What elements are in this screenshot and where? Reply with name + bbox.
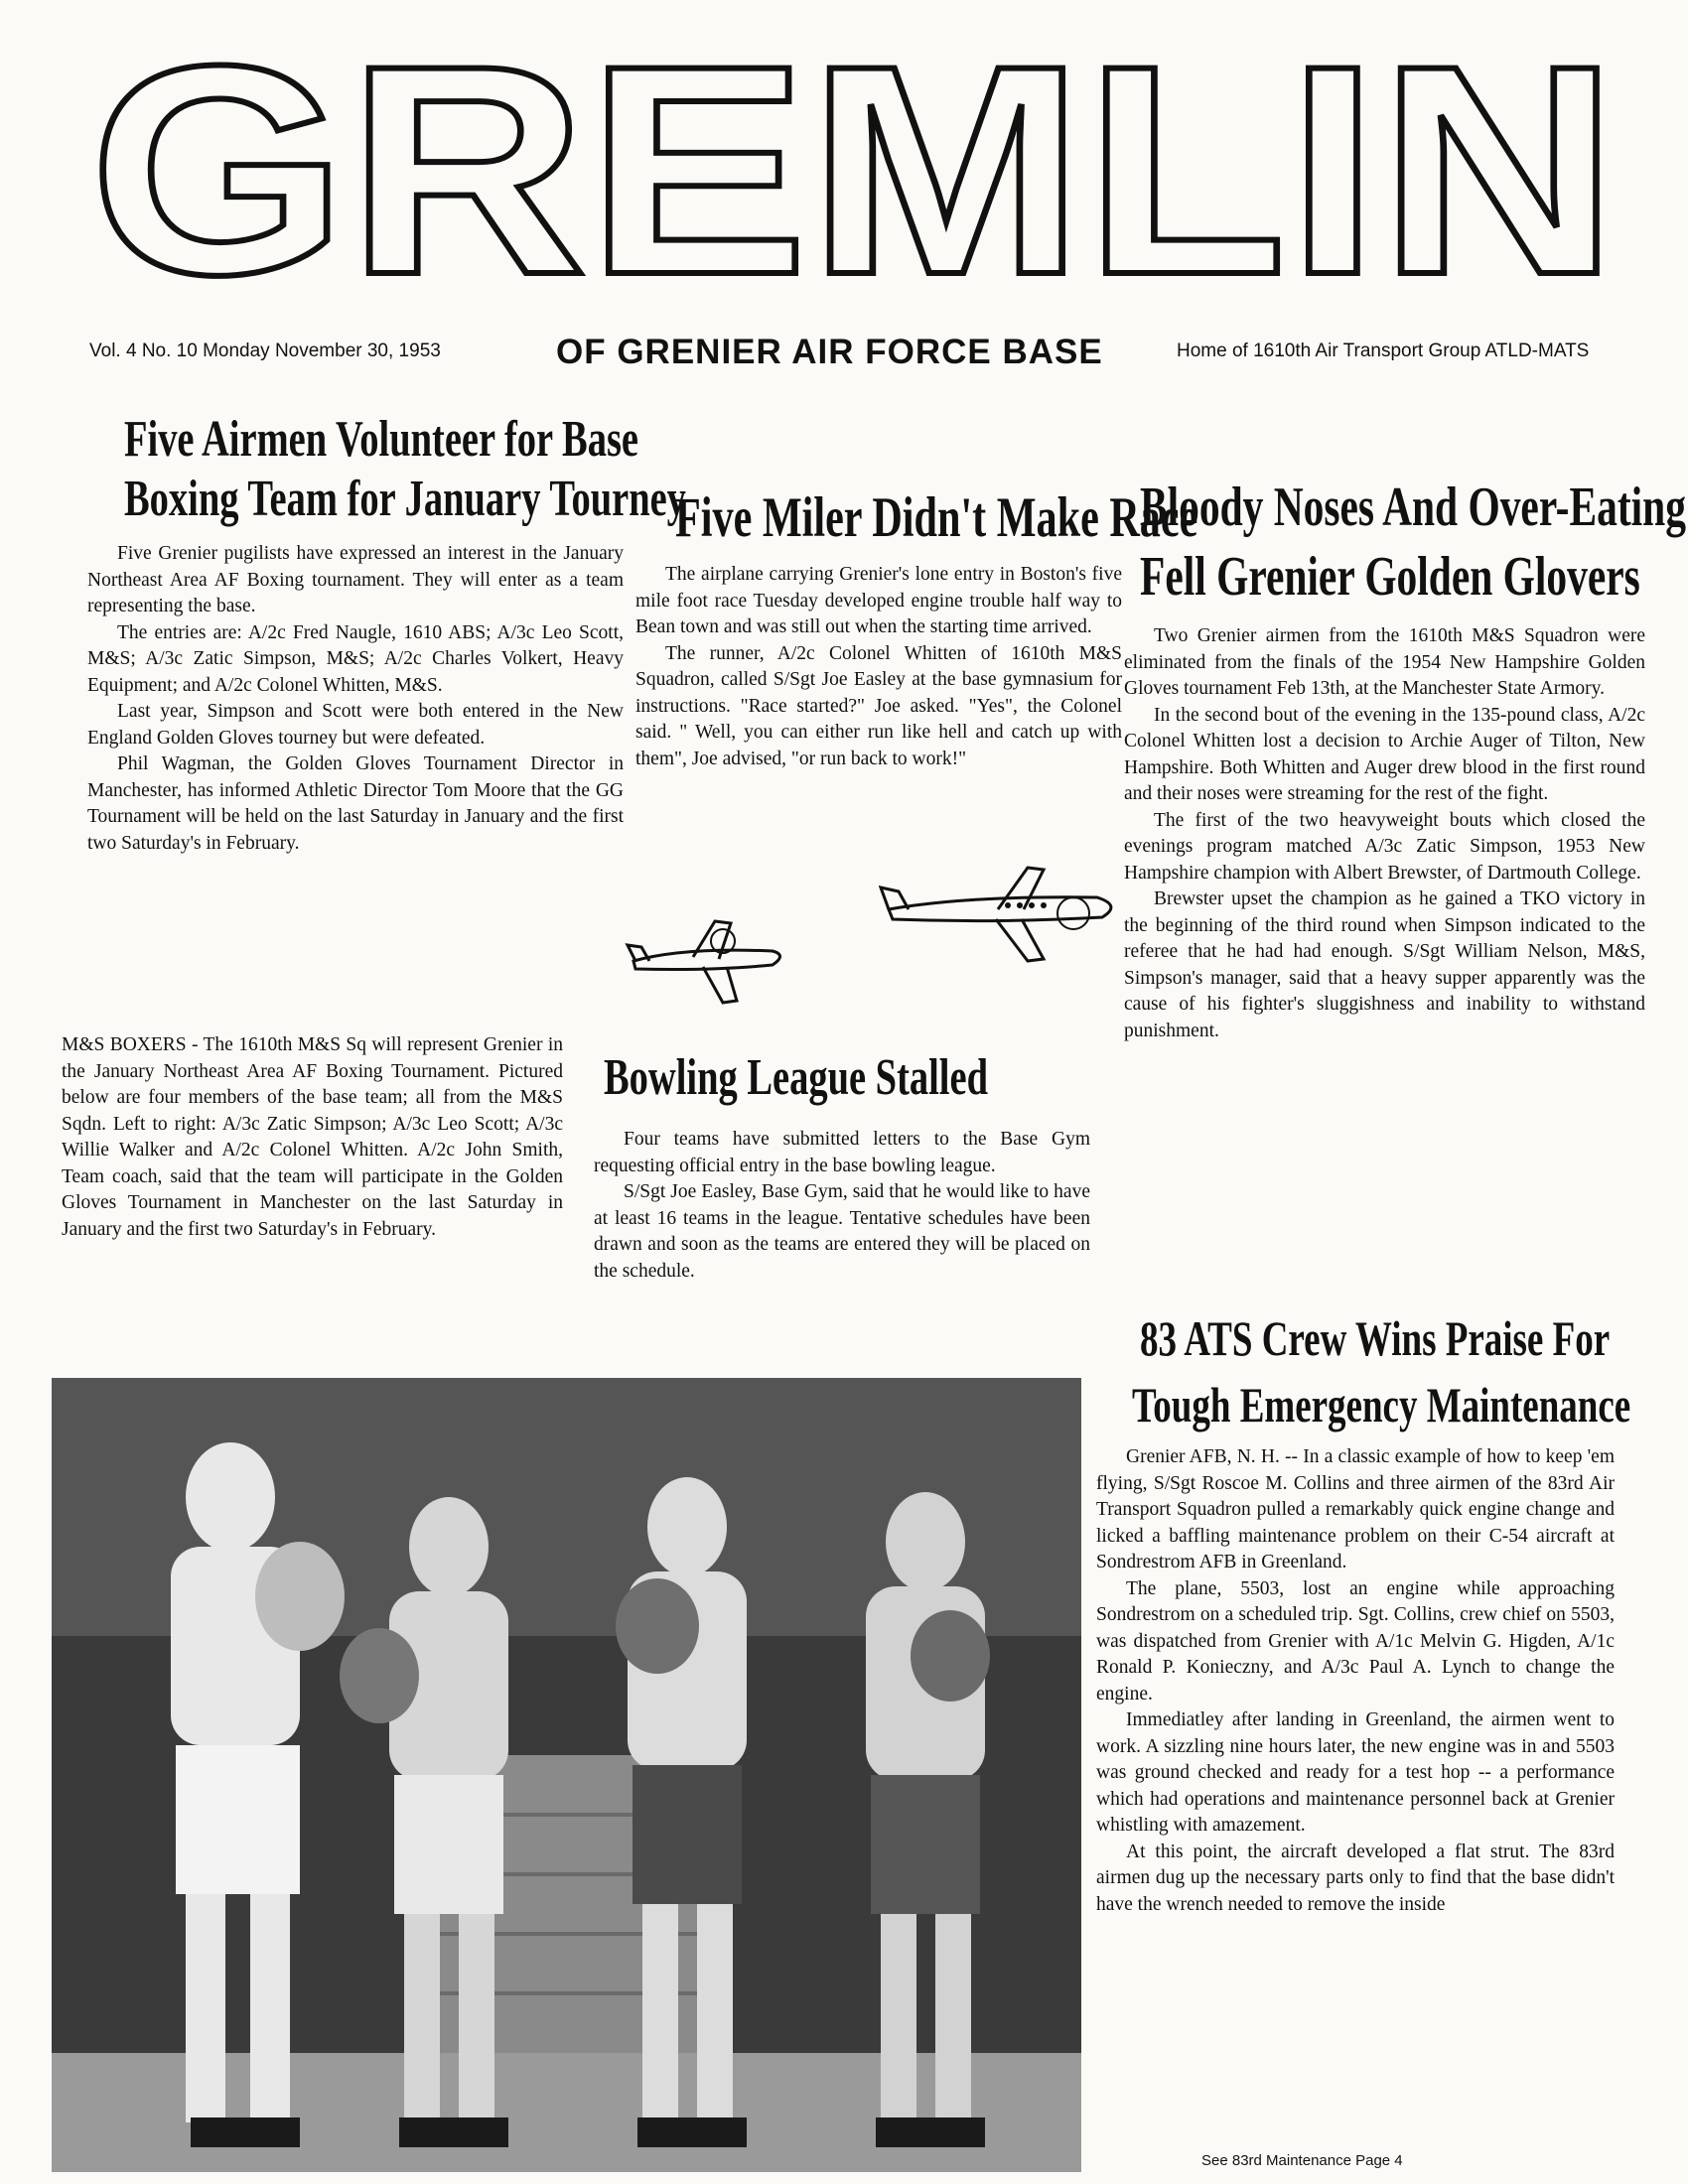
article-boxing-body xyxy=(87,541,624,857)
article-bowling-body xyxy=(594,1127,1090,1285)
paragraph: In the second bout of the evening in the 135-pound class, A/2c Colonel Whitten lost a decision to Archie Auger of Tilton, New Hampshire. Both Whitten and Auger drew blood in the first round and their noses were streaming for the rest of the fight. xyxy=(1124,704,1645,804)
airplane-illustration-left xyxy=(624,911,792,1011)
headline-bowling: Bowling League Stalled xyxy=(604,1049,988,1106)
paragraph: The entries are: A/2c Fred Naugle, 1610 ABS; A/3c Leo Scott, M&S; A/3c Zatic Simpson, M&S; A/2c Charles Volkert, Heavy Equipment; and A/2c Colonel Whitten, M&S. xyxy=(87,621,624,696)
headline-boxing-2: Boxing Team for January Tourney xyxy=(124,471,686,527)
headline-ats-crew-1: 83 ATS Crew Wins Praise For xyxy=(1140,1310,1611,1366)
boxers-photo-image xyxy=(52,1378,1081,2172)
photo-caption xyxy=(62,1032,563,1243)
paragraph: Four teams have submitted letters to the Base Gym requesting official entry in the base bowling league. xyxy=(594,1129,1090,1176)
article-bloody-noses-body xyxy=(1124,623,1645,1044)
paragraph: Phil Wagman, the Golden Gloves Tournament Director in Manchester, has informed Athletic Director Tom Moore that the GG Tournament will be held on the last Saturday in January and the first two Saturday's in February. xyxy=(87,753,624,854)
paper-subtitle: OF GRENIER AIR FORCE BASE xyxy=(556,333,1103,371)
masthead-title: GREMLIN xyxy=(89,20,1618,318)
paragraph: Brewster upset the champion as he gained a TKO victory in the beginning of the third round when Simpson indicated to the referee that he had had enough. S/Sgt William Nelson, M&S, Simpson's manager, said that a heavy supper apparently was the cause of his fighter's sluggishness and inability to withstand punishment. xyxy=(1124,888,1645,1041)
continued-jump-line: See 83rd Maintenance Page 4 xyxy=(1201,2152,1403,2169)
boxers-photo xyxy=(52,1378,1081,2172)
paragraph: Two Grenier airmen from the 1610th M&S Squadron were eliminated from the finals of the 1954 New Hampshire Golden Gloves tournament Feb 13th, at the Manchester State Armory. xyxy=(1124,625,1645,699)
paragraph: The first of the two heavyweight bouts which closed the evenings program matched A/3c Zatic Simpson, 1953 New Hampshire champion with Albert Brewster, of Dartmouth College. xyxy=(1124,809,1645,884)
issue-info: Vol. 4 No. 10 Monday November 30, 1953 xyxy=(89,341,441,361)
headline-five-miler: Five Miler Didn't Make Race xyxy=(675,486,1198,549)
headline-ats-crew-2: Tough Emergency Maintenance xyxy=(1132,1377,1631,1433)
paragraph: Five Grenier pugilists have expressed an interest in the January Northeast Area AF Boxing tournament. They will enter as a team representing the base. xyxy=(87,543,624,616)
paragraph: S/Sgt Joe Easley, Base Gym, said that he would like to have at least 16 teams in the league. Tentative schedules have been drawn and soon as the teams are entered they will be placed on the schedule. xyxy=(594,1181,1090,1282)
home-info: Home of 1610th Air Transport Group ATLD-MATS xyxy=(1177,341,1590,361)
airplane-illustration-right xyxy=(879,862,1127,971)
headline-bloody-noses-1: Bloody Noses And Over-Eating xyxy=(1140,477,1686,538)
dateline xyxy=(89,333,1648,372)
paragraph: Immediatley after landing in Greenland, the airmen went to work. A sizzling nine hours later, the new engine was in and 5503 was ground checked and ready for a test hop -- a performance which had operations and maintenance personnel back at Grenier whistling with amazement. xyxy=(1096,1709,1615,1836)
paragraph: The runner, A/2c Colonel Whitten of 1610th M&S Squadron, called S/Sgt Joe Easley at the base gymnasium for instructions. "Race started?" Joe asked. "Yes", the Colonel said. " Well, you can either run like hell and catch up with them", Joe advised, "or run back to work!" xyxy=(635,642,1122,769)
headline-boxing-1: Five Airmen Volunteer for Base xyxy=(124,411,639,468)
article-five-miler-body xyxy=(635,562,1122,772)
caption-text: M&S BOXERS - The 1610th M&S Sq will represent Grenier in the January Northeast Area AF Boxing Tournament. Pictured below are four members of the base team; all from the M&S Sqdn. Left to right: A/3c Zatic Simpson; A/3c Leo Scott; A/3c Willie Walker and A/2c Colonel Whitten. A/2c John Smith, Team coach, said that the team will participate in the Golden Gloves Tournament in Manchester on the last Saturday in January and the first two Saturday's in February. xyxy=(62,1034,563,1240)
paragraph: Grenier AFB, N. H. -- In a classic example of how to keep 'em flying, S/Sgt Roscoe M. Collins and three airmen of the 83rd Air Transport Squadron pulled a remarkably quick engine change and licked a baffling maintenance problem on their C-54 aircraft at Sondrestrom AFB in Greenland. xyxy=(1096,1446,1615,1572)
paragraph: The plane, 5503, lost an engine while approaching Sondrestrom on a scheduled trip. Sgt. Collins, crew chief on 5503, was dispatched from Grenier with A/1c Melvin G. Higden, A/1c Ronald P. Konieczny, and A/3c Paul A. Lynch to change the engine. xyxy=(1096,1577,1615,1705)
paragraph: Last year, Simpson and Scott were both entered in the New England Golden Gloves tourney but were defeated. xyxy=(87,701,624,749)
article-ats-crew-body xyxy=(1096,1444,1615,1918)
paragraph: The airplane carrying Grenier's lone entry in Boston's five mile foot race Tuesday developed engine trouble half way to Bean town and was still out when the starting time arrived. xyxy=(635,564,1122,637)
masthead xyxy=(79,20,1628,318)
masthead-logo xyxy=(79,20,1628,318)
paragraph: At this point, the aircraft developed a flat strut. The 83rd airmen dug up the necessary parts only to find that the base didn't have the wrench needed to remove the inside xyxy=(1096,1841,1615,1915)
headline-bloody-noses-2: Fell Grenier Golden Glovers xyxy=(1140,546,1640,608)
